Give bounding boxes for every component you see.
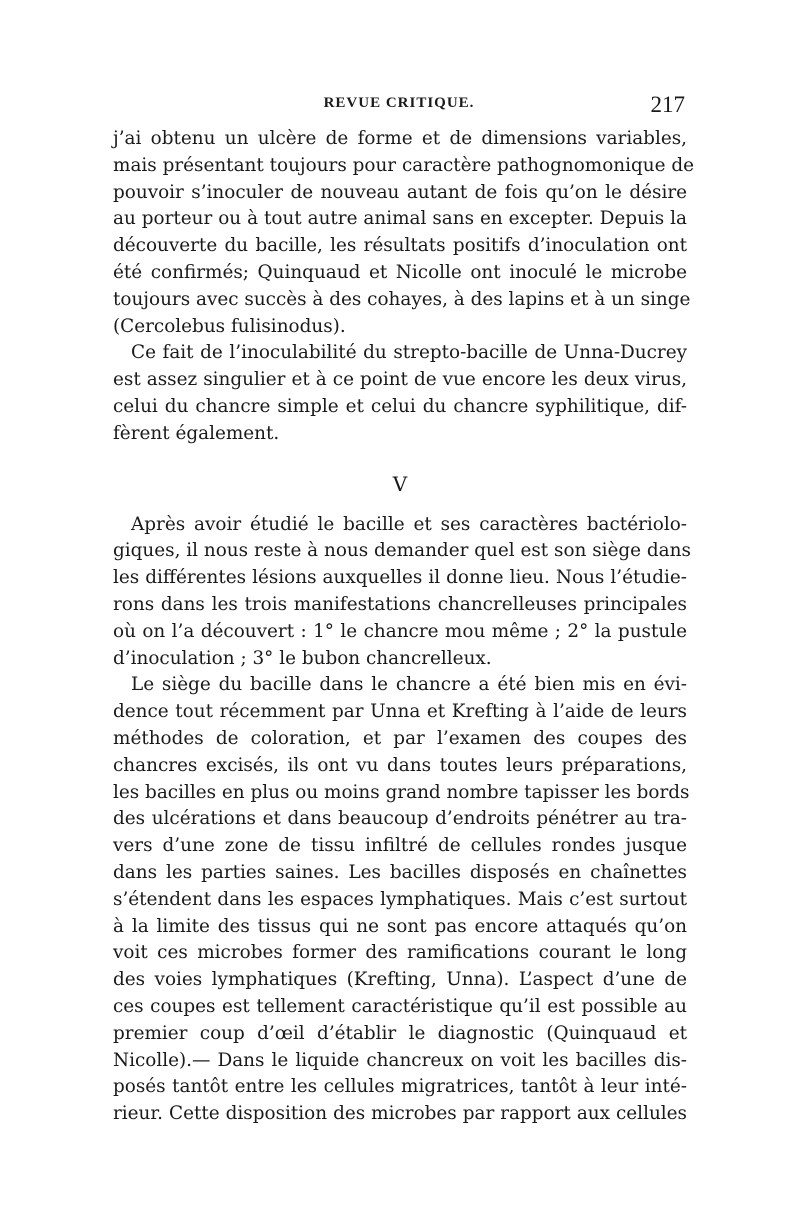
text-line: découverte du bacille, les résultats positifs d’inoculation ont xyxy=(113,235,687,257)
running-title: REVUE CRITIQUE. xyxy=(323,95,475,111)
text-line: Le siège du bacille dans le chancre a été bien mis en évi- xyxy=(131,674,687,696)
text-line: à la limite des tissus qui ne sont pas encore attaqués qu’on xyxy=(113,915,687,937)
text-line: d’inoculation ; 3° le bubon chancrelleux. xyxy=(113,647,492,669)
body-text xyxy=(113,126,695,1126)
text-line: où on l’a découvert : 1° le chancre mou même ; 2° la pustule xyxy=(113,620,687,642)
text-line: est assez singulier et à ce point de vue encore les deux virus, xyxy=(113,369,687,391)
text-line: vers d’une zone de tissu infiltré de cellules rondes jusque xyxy=(113,835,687,857)
text-line: mais présentant toujours pour caractère pathognomonique de xyxy=(113,154,695,176)
paragraph xyxy=(113,672,690,1128)
text-line: les différentes lésions auxquelles il donne lieu. Nous l’étudie- xyxy=(113,567,687,589)
paragraph xyxy=(113,512,691,673)
text-line: giques, il nous reste à nous demander quel est son siège dans xyxy=(113,540,691,562)
paragraph xyxy=(113,126,695,340)
text-line: des ulcérations et dans beaucoup d’endroits pénétrer au tra- xyxy=(113,808,687,830)
text-line: Ce fait de l’inoculabilité du strepto-bacille de Unna-Ducrey xyxy=(131,342,687,364)
text-line: dence tout récemment par Unna et Krefting à l’aide de leurs xyxy=(113,701,687,723)
text-line: méthodes de coloration, et par l’examen des coupes des xyxy=(113,727,687,749)
text-line: celui du chancre simple et celui du chancre syphilitique, dif- xyxy=(113,395,687,417)
text-line: des voies lymphatiques (Krefting, Unna). L’aspect d’une de xyxy=(113,969,687,991)
text-line: Nicolle).— Dans le liquide chancreux on voit les bacilles dis- xyxy=(113,1049,687,1071)
text-line: s’étendent dans les espaces lymphatiques. Mais c’est surtout xyxy=(113,888,687,910)
text-line: ces coupes est tellement caractéristique qu’il est possible au xyxy=(113,995,687,1017)
page-number: 217 xyxy=(650,92,685,117)
text-line: posés tantôt entre les cellules migratrices, tantôt à leur inté- xyxy=(113,1076,687,1098)
text-line: rieur. Cette disposition des microbes par rapport aux cellules xyxy=(113,1103,687,1125)
text-line: rons dans les trois manifestations chancrelleuses principales xyxy=(113,593,687,615)
text-line: fèrent également. xyxy=(113,422,280,444)
text-line: été confirmés; Quinquaud et Nicolle ont inoculé le microbe xyxy=(113,261,687,283)
running-head xyxy=(113,92,685,116)
text-line: (Cercolebus fulisinodus). xyxy=(113,315,346,337)
text-line: toujours avec succès à des cohayes, à des lapins et à un singe xyxy=(113,288,691,310)
text-line: j’ai obtenu un ulcère de forme et de dimensions variables, xyxy=(113,128,687,149)
text-line: Après avoir étudié le bacille et ses caractères bactériolo- xyxy=(131,513,687,535)
paragraph xyxy=(113,340,687,447)
text-line: les bacilles en plus ou moins grand nombre tapisser les bords xyxy=(113,781,690,803)
text-line: chancres excisés, ils ont vu dans toutes leurs préparations, xyxy=(113,754,687,776)
text-line: dans les parties saines. Les bacilles disposés en chaînettes xyxy=(113,861,687,883)
text-line: au porteur ou à tout autre animal sans en excepter. Depuis la xyxy=(113,208,687,230)
text-line: voit ces microbes former des ramifications courant le long xyxy=(113,942,687,964)
section-heading: V xyxy=(392,471,408,496)
text-line: pouvoir s’inoculer de nouveau autant de fois qu’on le désire xyxy=(113,181,687,203)
text-line: premier coup d’œil d’établir le diagnostic (Quinquaud et xyxy=(113,1022,687,1044)
